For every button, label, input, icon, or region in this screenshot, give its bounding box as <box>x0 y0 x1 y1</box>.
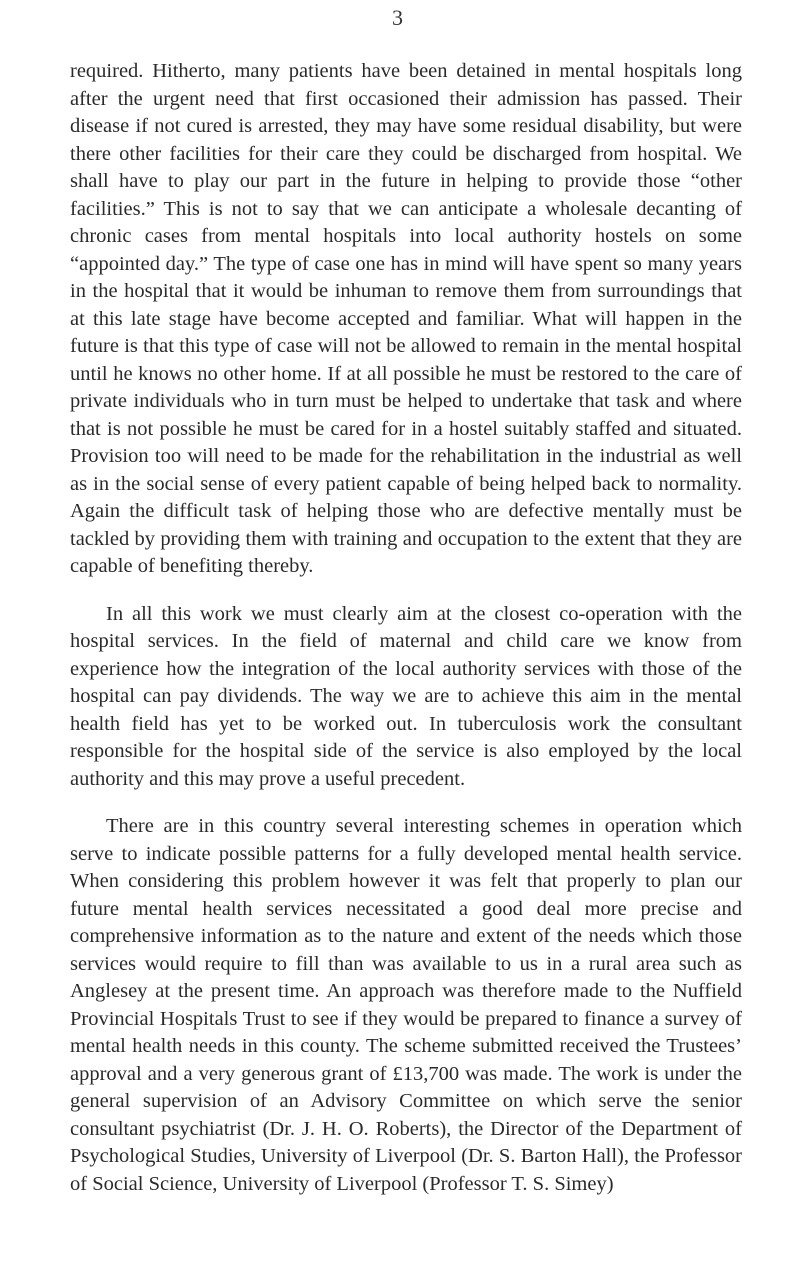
paragraph-continuation: required. Hitherto, many patients have been detained in mental hospitals long after the urgent need that first occasioned their admission has passed. Their disease if not cured is arrested, they may have some residual disability, but were there other facilities for their care they could be discharged from hospital. We shall have to play our part in the future in helping to provide those “other facilities.” This is not to say that we can anticipate a wholesale decanting of chronic cases from mental hospitals into local authority hostels on some “appointed day.” The type of case one has in mind will have spent so many years in the hospital that it would be inhuman to remove them from surroundings that at this late stage have become accepted and familiar. What will happen in the future is that this type of case will not be allowed to remain in the mental hospital until he knows no other home. If at all possible he must be restored to the care of private individuals who in turn must be helped to undertake that task and where that is not possible he must be cared for in a hostel suitably staffed and situated. Provision too will need to be made for the rehabilitation in the industrial as well as in the social sense of every patient capable of being helped back to normality. Again the difficult task of helping those who are defective mentally must be tackled by providing them with training and occupation to the extent that they are capable of benefiting thereby. <box>70 60 742 577</box>
paragraph-survey-scheme: There are in this country several interesting schemes in operation which serve to indicate possible patterns for a fully developed mental health service. When considering this problem however it was felt that properly to plan our future mental health services necessitated a good deal more precise and comprehensive information as to the nature and extent of the needs which those services would require to fill than was available to us in a rural area such as Anglesey at the present time. An approach was therefore made to the Nuffield Provincial Hospitals Trust to see if they would be prepared to finance a survey of mental health needs in this county. The scheme submitted received the Trustees’ approval and a very generous grant of £13,700 was made. The work is under the general supervision of an Advisory Committee on which serve the senior consultant psychiatrist (Dr. J. H. O. Roberts), the Director of the Department of Psychological Studies, University of Liverpool (Dr. S. Barton Hall), the Professor of Social Science, University of Liverpool (Professor T. S. Simey) <box>70 815 742 1195</box>
body-text <box>70 58 742 1198</box>
paragraph-hospital-cooperation: In all this work we must clearly aim at the closest co-operation with the hospital services. In the field of maternal and child care we know from experience how the integration of the local authority services with those of the hospital can pay dividends. The way we are to achieve this aim in the mental health field has yet to be worked out. In tuberculosis work the consultant responsible for the hospital side of the service is also employed by the local authority and this may prove a useful precedent. <box>70 602 742 790</box>
page-number: 3 <box>392 5 403 30</box>
